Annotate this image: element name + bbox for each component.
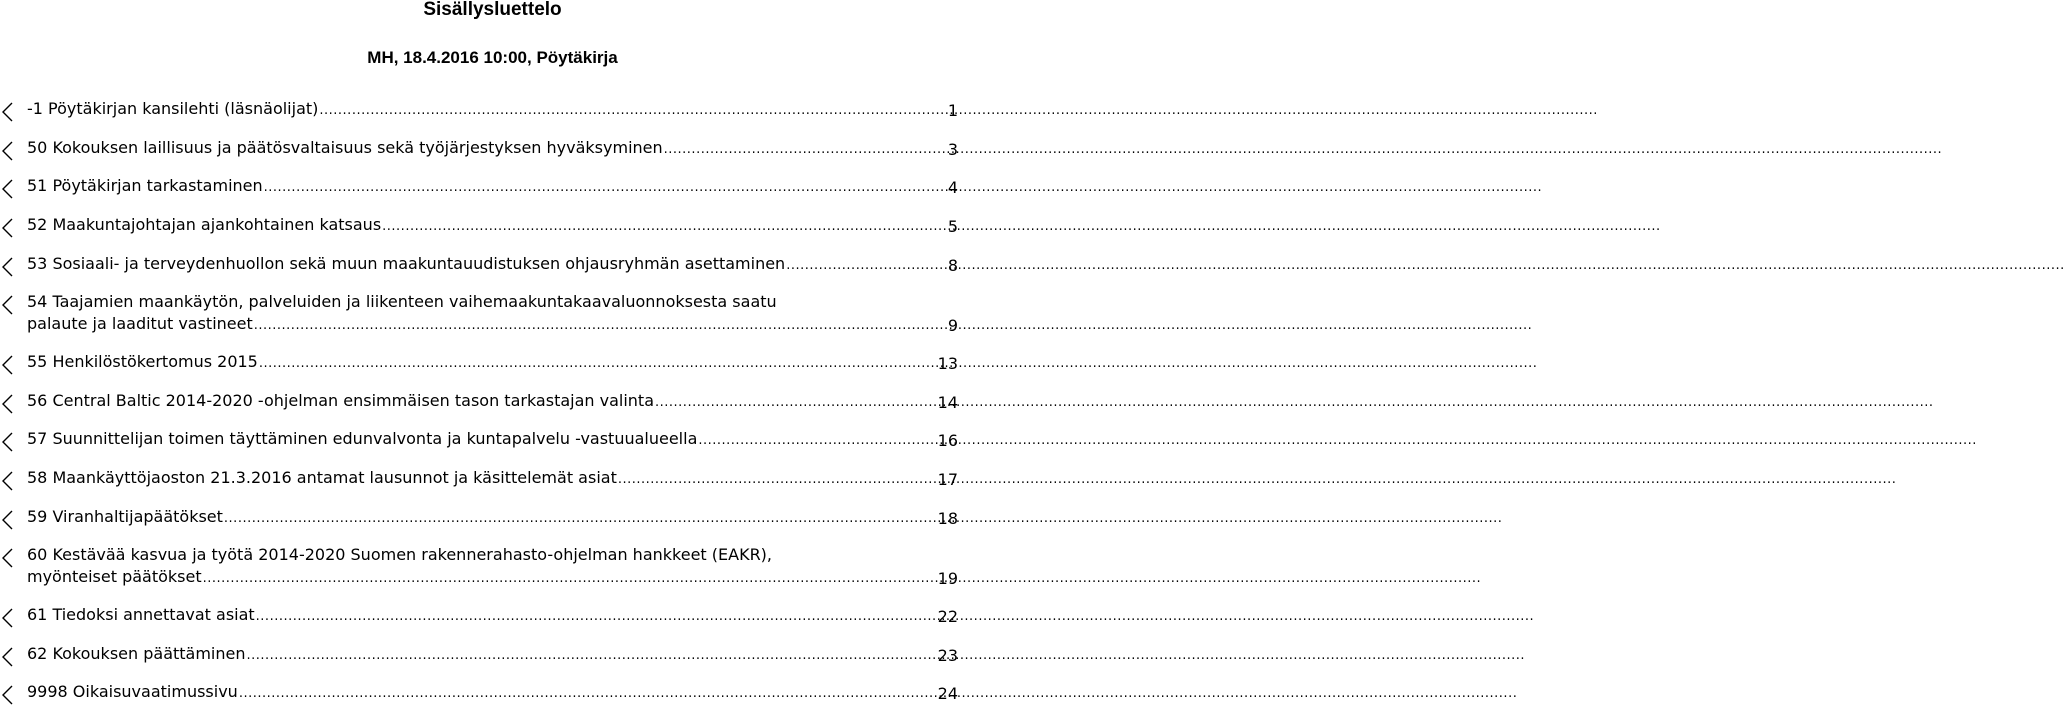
toc-entry-title: 52 Maakuntajohtajan ajankohtainen katsaus — [27, 215, 382, 235]
dot-leader — [254, 315, 1533, 337]
toc-entry-title: 9998 Oikaisuvaatimussivu — [27, 682, 238, 702]
expand-chevron-icon[interactable] — [1, 470, 17, 492]
toc-entry[interactable] — [0, 390, 960, 414]
dot-leader — [264, 177, 1543, 199]
toc-entry-title: myönteiset päätökset — [27, 567, 202, 587]
expand-chevron-icon[interactable] — [1, 101, 17, 123]
toc-page-number: 1 — [947, 101, 958, 120]
toc-entry-title: palaute ja laaditut vastineet — [27, 314, 253, 334]
meeting-subtitle: MH, 18.4.2016 10:00, Pöytäkirja — [367, 48, 618, 67]
dot-leader — [224, 508, 1503, 530]
toc-entry[interactable] — [0, 98, 960, 122]
dot-leader — [319, 100, 1598, 122]
toc-entry[interactable] — [0, 351, 960, 375]
toc-page-number: 18 — [937, 508, 958, 528]
toc-entry-title: 54 Taajamien maankäytön, palveluiden ja liikenteen vaihemaakuntakaavaluonnoksesta saatu — [27, 292, 777, 312]
expand-chevron-icon[interactable] — [1, 294, 17, 316]
toc-entry[interactable] — [0, 175, 960, 199]
expand-chevron-icon[interactable] — [1, 178, 17, 200]
toc-entry-title: 57 Suunnittelijan toimen täyttäminen edunvalvonta ja kuntapalvelu -vastuualueella — [27, 429, 698, 449]
toc-entry[interactable] — [0, 544, 960, 590]
toc-page-number: 24 — [937, 684, 958, 704]
toc-entry-title: 59 Viranhaltijapäätökset — [27, 506, 223, 526]
dot-leader — [618, 469, 1897, 491]
toc-entry-title: 56 Central Baltic 2014-2020 -ohjelman ensimmäisen tason tarkastajan valinta — [27, 390, 655, 410]
expand-chevron-icon[interactable] — [1, 393, 17, 415]
toc-entry[interactable] — [0, 253, 960, 277]
toc-entry[interactable] — [0, 681, 960, 705]
dot-leader — [664, 139, 1943, 161]
toc-entry[interactable] — [0, 214, 960, 238]
toc-entry[interactable] — [0, 604, 960, 628]
expand-chevron-icon[interactable] — [1, 607, 17, 629]
dot-leader — [203, 568, 1482, 590]
toc-entry-title: 51 Pöytäkirjan tarkastaminen — [27, 176, 263, 196]
expand-chevron-icon[interactable] — [1, 256, 17, 278]
dot-leader — [655, 392, 1934, 414]
toc-page-number: 3 — [947, 139, 958, 159]
toc-page-number: 14 — [937, 392, 958, 412]
toc-page-number: 17 — [937, 470, 958, 489]
toc-page-number: 13 — [937, 353, 958, 373]
toc-page-number: 8 — [947, 255, 958, 275]
toc-entry[interactable] — [0, 137, 960, 161]
toc-entry[interactable] — [0, 506, 960, 530]
toc-page-number: 16 — [937, 431, 958, 451]
toc-page-number: 4 — [947, 178, 958, 198]
table-of-contents — [0, 98, 960, 720]
toc-entry[interactable] — [0, 467, 960, 491]
expand-chevron-icon[interactable] — [1, 140, 17, 162]
expand-chevron-icon[interactable] — [1, 547, 17, 569]
expand-chevron-icon[interactable] — [1, 217, 17, 239]
toc-entry-title: 55 Henkilöstökertomus 2015 — [27, 351, 258, 371]
dot-leader — [247, 645, 1526, 667]
dot-leader — [259, 353, 1538, 375]
toc-entry-title: 53 Sosiaali- ja terveydenhuollon sekä muun maakuntauudistuksen ohjausryhmän asettaminen — [27, 253, 786, 273]
dot-leader — [239, 683, 1518, 705]
dot-leader — [256, 606, 1535, 628]
dot-leader — [786, 255, 2065, 277]
document-title: Sisällysluettelo — [423, 0, 562, 20]
toc-entry[interactable] — [0, 643, 960, 667]
toc-page-number: 22 — [937, 606, 958, 626]
toc-entry-title: 61 Tiedoksi annettavat asiat — [27, 604, 255, 624]
toc-entry-title: 62 Kokouksen päättäminen — [27, 643, 246, 663]
expand-chevron-icon[interactable] — [1, 646, 17, 668]
expand-chevron-icon[interactable] — [1, 684, 17, 706]
toc-page-number: 19 — [937, 569, 958, 589]
toc-page-number: 9 — [947, 316, 958, 336]
toc-entry-title: 58 Maankäyttöjaoston 21.3.2016 antamat lausunnot ja käsittelemät asiat — [27, 468, 617, 487]
toc-page-number: 5 — [947, 217, 958, 237]
dot-leader — [698, 430, 1977, 452]
toc-entry[interactable] — [0, 291, 960, 337]
dot-leader — [382, 216, 1661, 238]
toc-page-number: 23 — [937, 645, 958, 665]
toc-entry-title: -1 Pöytäkirjan kansilehti (läsnäolijat) — [27, 99, 319, 118]
expand-chevron-icon[interactable] — [1, 431, 17, 453]
toc-entry-title: 50 Kokouksen laillisuus ja päätösvaltaisuus sekä työjärjestyksen hyväksyminen — [27, 137, 663, 157]
toc-entry-title: 60 Kestävää kasvua ja työtä 2014-2020 Suomen rakennerahasto-ohjelman hankkeet (EAKR), — [27, 545, 773, 565]
toc-entry[interactable] — [0, 428, 960, 452]
expand-chevron-icon[interactable] — [1, 509, 17, 531]
expand-chevron-icon[interactable] — [1, 354, 17, 376]
